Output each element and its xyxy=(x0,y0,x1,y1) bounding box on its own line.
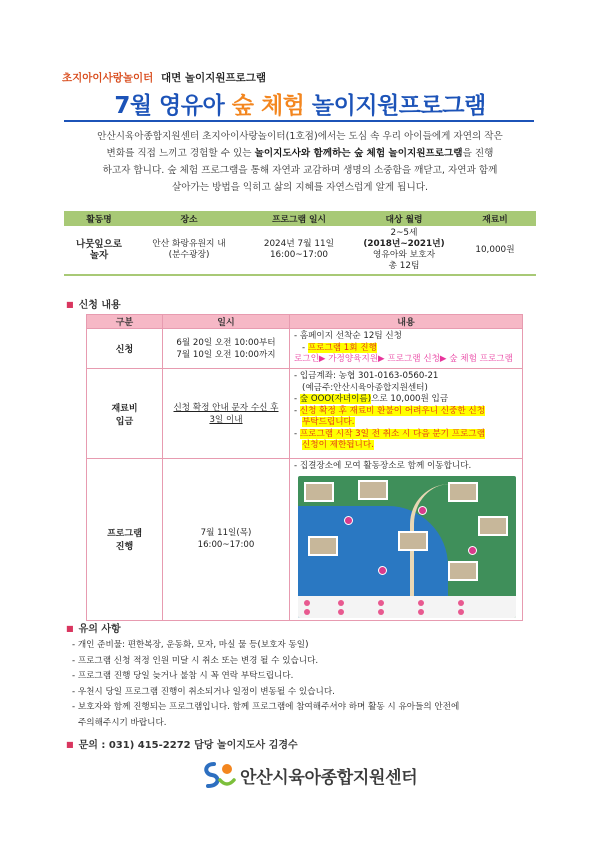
note-item: - 프로그램 신청 적정 인원 미달 시 취소 또는 변경 될 수 있습니다. xyxy=(72,655,319,666)
row-category: 프로그램 진행 xyxy=(87,459,163,621)
map-photo xyxy=(304,482,334,502)
location-pin-icon xyxy=(468,546,477,555)
summary-row xyxy=(64,226,536,275)
intro-line: 살아가는 방법을 익히고 삶의 지혜를 자연스럽게 알게 됩니다. xyxy=(171,182,429,193)
notes-list xyxy=(72,638,542,732)
program-summary-table xyxy=(64,211,536,276)
location-pin-icon xyxy=(378,566,387,575)
note-item: - 개인 준비물: 편한복장, 운동화, 모자, 마실 물 등(보호자 동일) xyxy=(72,640,309,650)
activity-name: 나뭇잎으로 놀자 xyxy=(64,226,134,275)
summary-header: 활동명 xyxy=(64,211,134,226)
row-when: 신청 확정 안내 문자 수신 후 3일 이내 xyxy=(163,369,290,459)
map-photo xyxy=(478,516,508,536)
program-type: 대면 놀이지원프로그램 xyxy=(160,72,267,84)
title-forest: 숲 체험 xyxy=(231,93,305,119)
center-logo xyxy=(200,760,430,790)
square-bullet-icon: ■ xyxy=(66,624,74,633)
center-name: 안산시육아종합지원센터 xyxy=(240,768,418,788)
row-content: - 홈페이지 선착순 12팀 신청 - 프로그램 1회 진행 로그인▶ 가정양육지원▶ 프로그램 신청▶ 숲 체험 프로그램 xyxy=(290,329,523,369)
summary-header: 장소 xyxy=(134,211,244,226)
page-title xyxy=(0,87,600,120)
intro-line: 안산시육아종합지원센터 초지아이사랑놀이터(1호점)에서는 도심 속 우리 아이들에게 자연의 작은 xyxy=(97,131,503,142)
park-map-image xyxy=(298,476,516,618)
summary-header: 프로그램 일시 xyxy=(244,211,354,226)
deposit-name-highlight: 숲 OOO(자녀이름) xyxy=(299,394,372,404)
summary-header-row xyxy=(64,211,536,226)
intro-paragraph xyxy=(70,128,530,196)
apply-row-payment xyxy=(87,369,523,459)
highlight-text: 프로그램 1회 진행 xyxy=(307,342,377,353)
program-kicker xyxy=(62,70,266,85)
apply-header: 일시 xyxy=(163,315,290,329)
map-photo xyxy=(398,531,428,551)
title-suffix: 놀이지원프로그램 xyxy=(311,93,486,119)
apply-details-table xyxy=(86,314,523,621)
location-pin-icon xyxy=(344,516,353,525)
contact-info: ■ 문의 : 031) 415-2272 담당 놀이지도사 김경수 xyxy=(66,740,298,751)
notes-section-heading: ■ 유의 사항 xyxy=(66,624,121,635)
activity-time: 2024년 7월 11일 16:00~17:00 xyxy=(244,226,354,275)
activity-place: 안산 화랑유원지 내 (분수광장) xyxy=(134,226,244,275)
map-photo xyxy=(448,482,478,502)
apply-section-heading: ■ 신청 내용 xyxy=(66,300,121,311)
note-item: - 프로그램 진행 당일 늦거나 불참 시 꼭 연락 부탁드립니다. xyxy=(72,671,294,682)
note-item: - 우천시 당일 프로그램 진행이 취소되거나 일정이 변동될 수 있습니다. xyxy=(72,686,335,697)
signup-path: 로그인▶ 가정양육지원▶ 프로그램 신청▶ 숲 체험 프로그램 xyxy=(294,354,513,364)
map-legend xyxy=(298,596,516,618)
map-photo xyxy=(308,536,338,556)
apply-row-progress xyxy=(87,459,523,621)
title-divider xyxy=(64,120,534,122)
center-logo-icon xyxy=(200,760,236,790)
row-content: - 집결장소에 모여 활동장소로 함께 이동합니다. xyxy=(290,459,523,621)
target-age: 2~5세 (2018년~2021년) 영유아와 보호자 총 12팀 xyxy=(354,226,454,275)
intro-line: 변화를 직접 느끼고 경험할 수 있는 놀이지도사와 함께하는 숲 체험 놀이지원프로그램을 진행 xyxy=(106,148,494,159)
map-photo xyxy=(358,480,388,500)
title-prefix: 7월 영유아 xyxy=(114,93,225,119)
apply-header: 구분 xyxy=(87,315,163,329)
summary-header: 대상 월령 xyxy=(354,211,454,226)
row-when: 7월 11일(목) 16:00~17:00 xyxy=(163,459,290,621)
row-category: 신청 xyxy=(87,329,163,369)
material-fee: 10,000원 xyxy=(454,226,536,275)
apply-header: 내용 xyxy=(290,315,523,329)
map-photo xyxy=(448,561,478,581)
row-category: 재료비 입금 xyxy=(87,369,163,459)
intro-emphasis: 놀이지도사와 함께하는 숲 체험 놀이지원프로그램 xyxy=(254,148,463,159)
apply-header-row xyxy=(87,315,523,329)
org-name: 초지아이사랑놀이터 xyxy=(62,72,154,84)
square-bullet-icon: ■ xyxy=(66,740,74,749)
summary-header: 재료비 xyxy=(454,211,536,226)
row-content: - 입금계좌: 농협 301-0163-0560-21 (예금주:안산시육아종합지원센터) - 숲 OOO(자녀이름)으로 10,000원 입금 - 신청 확정 후 재료비 환불이 어려우니 신중한 신청 부탁드립니다. - 프로그램 시작 3일 전 취소 시 다음 분기 프로그램 신청이 제한됩니다. xyxy=(290,369,523,459)
intro-line: 하고자 합니다. 숲 체험 프로그램을 통해 자연과 교감하며 생명의 소중함을 깨닫고, 자연과 함께 xyxy=(102,165,498,176)
location-pin-icon xyxy=(418,506,427,515)
apply-row-signup xyxy=(87,329,523,369)
row-when: 6월 20일 오전 10:00부터 7월 10일 오전 10:00까지 xyxy=(163,329,290,369)
square-bullet-icon: ■ xyxy=(66,300,74,309)
note-item: 주의해주시기 바랍니다. xyxy=(78,717,167,728)
note-item: - 보호자와 함께 진행되는 프로그램입니다. 함께 프로그램에 참여해주셔야 하며 활동 시 유아들의 안전에 xyxy=(72,702,460,713)
